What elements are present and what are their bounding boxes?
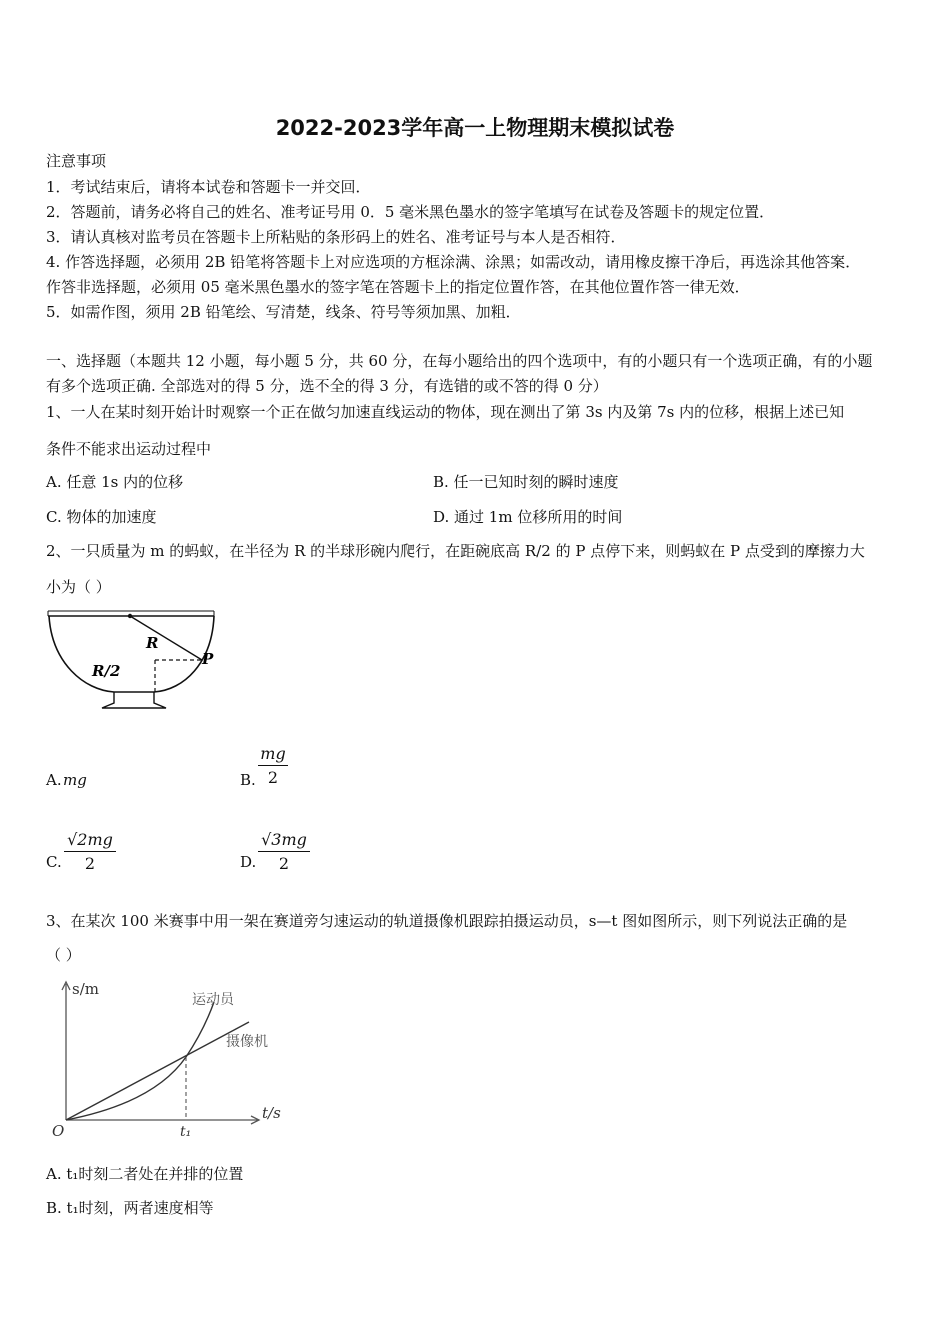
q3-option-a: A. t₁时刻二者处在并排的位置 xyxy=(46,1165,244,1183)
q3-option-b: B. t₁时刻，两者速度相等 xyxy=(46,1199,214,1217)
q2-option-c-fraction xyxy=(64,830,116,873)
fraction-numerator: √3mg xyxy=(261,830,307,849)
st-graph-figure xyxy=(44,978,294,1140)
q1-option-a: A. 任意 1s 内的位移 xyxy=(46,473,184,491)
notice-item-4-cont: 作答非选择题，必须用 05 毫米黑色墨水的签字笔在答题卡上的指定位置作答，在其他位置作答一律无效． xyxy=(46,278,750,296)
fraction-numerator: √2mg xyxy=(67,830,113,849)
notice-item-3: 3．请认真核对监考员在答题卡上所粘贴的条形码上的姓名、准考证号与本人是否相符． xyxy=(46,228,626,246)
page-title: 2022-2023学年高一上物理期末模拟试卷 xyxy=(275,116,675,140)
t1-label: t₁ xyxy=(180,1124,192,1140)
athlete-curve xyxy=(66,1002,214,1120)
q2-stem-cont: 小为（ ） xyxy=(46,578,111,596)
notice-heading: 注意事项 xyxy=(46,152,107,170)
q2-option-d-fraction xyxy=(258,830,310,873)
section-heading: 一、选择题（本题共 12 小题，每小题 5 分，共 60 分，在每小题给出的四个选项中，有的小题只有一个选项正确，有的小题 xyxy=(46,352,873,370)
q3-stem: 3、在某次 100 米赛事中用一架在赛道旁匀速运动的轨道摄像机跟踪拍摄运动员，s—t 图如图所示，则下列说法正确的是 xyxy=(46,912,848,930)
camera-line xyxy=(66,1022,249,1120)
q1-option-d: D. 通过 1m 位移所用的时间 xyxy=(433,508,623,526)
bowl-label-half-r: R/2 xyxy=(92,662,121,680)
q1-option-c: C. 物体的加速度 xyxy=(46,508,157,526)
q1-option-b: B. 任一已知时刻的瞬时速度 xyxy=(433,473,619,491)
q2-option-a-math: mg xyxy=(63,771,87,789)
q2-option-b-fraction xyxy=(258,744,288,787)
q2-option-c-label: C. xyxy=(46,853,62,871)
notice-item-1: 1．考试结束后，请将本试卷和答题卡一并交回． xyxy=(46,178,371,196)
q3-stem-cont: （ ） xyxy=(46,946,81,964)
origin-label: O xyxy=(52,1122,65,1140)
notice-item-5: 5．如需作图，须用 2B 铅笔绘、写清楚，线条、符号等须加黑、加粗． xyxy=(46,303,521,321)
bowl-label-r: R xyxy=(146,634,159,652)
notice-item-4: 4. 作答选择题，必须用 2B 铅笔将答题卡上对应选项的方框涂满、涂黑；如需改动，请用橡皮擦干净后，再选涂其他答案． xyxy=(46,253,861,271)
bowl-label-p: P xyxy=(202,650,214,668)
athlete-label: 运动员 xyxy=(192,992,234,1008)
x-axis-label: t/s xyxy=(262,1104,281,1122)
q2-option-a-label: A. xyxy=(46,771,62,789)
q2-option-b-label: B. xyxy=(240,771,256,789)
fraction-denominator: 2 xyxy=(278,854,290,873)
camera-label: 摄像机 xyxy=(226,1034,268,1050)
fraction-numerator: mg xyxy=(260,744,286,763)
fraction-bar xyxy=(64,851,116,852)
fraction-denominator: 2 xyxy=(267,768,279,787)
fraction-bar xyxy=(258,765,288,766)
notice-item-2: 2．答题前，请务必将自己的姓名、准考证号用 0．5 毫米黑色墨水的签字笔填写在试卷及答题卡的规定位置． xyxy=(46,203,775,221)
q1-stem: 1、一人在某时刻开始计时观察一个正在做匀加速直线运动的物体，现在测出了第 3s 内及第 7s 内的位移，根据上述已知 xyxy=(46,403,845,421)
q1-stem-cont: 条件不能求出运动过程中 xyxy=(46,440,212,458)
fraction-denominator: 2 xyxy=(84,854,96,873)
bowl-figure xyxy=(44,608,224,712)
q2-stem: 2、一只质量为 m 的蚂蚁，在半径为 R 的半球形碗内爬行，在距碗底高 R/2 的 P 点停下来，则蚂蚁在 P 点受到的摩擦力大 xyxy=(46,542,865,560)
section-heading-cont: 有多个选项正确. 全部选对的得 5 分，选不全的得 3 分，有选错的或不答的得 0 分） xyxy=(46,377,608,395)
q2-option-d-label: D. xyxy=(240,853,257,871)
y-axis-label: s/m xyxy=(72,980,99,998)
fraction-bar xyxy=(258,851,310,852)
